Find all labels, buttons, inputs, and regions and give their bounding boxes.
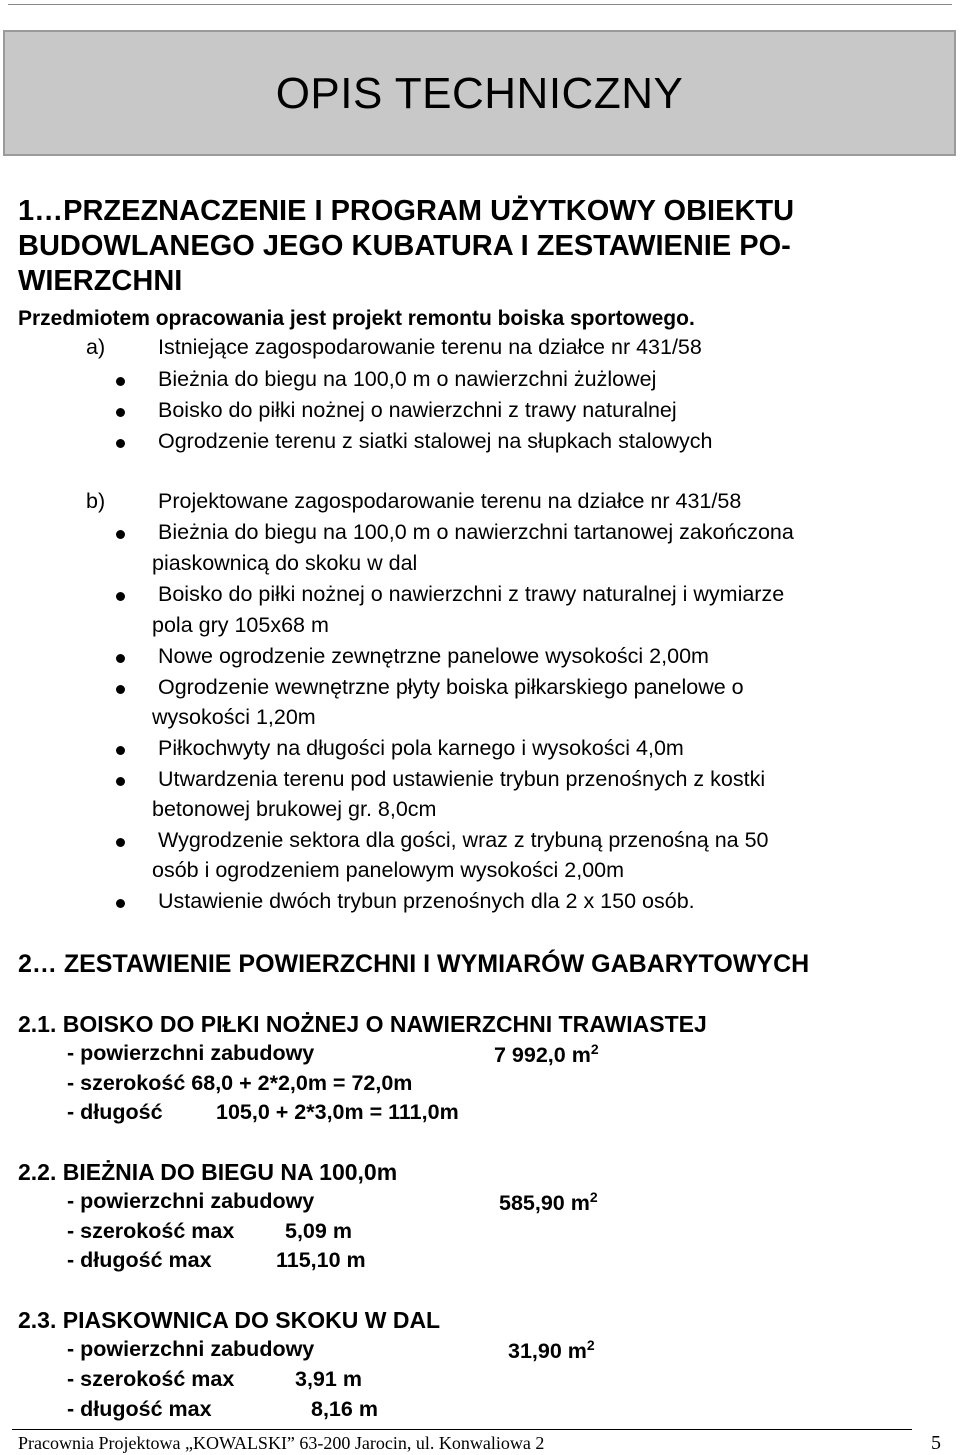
bullet-icon — [116, 439, 125, 448]
width-label: - szerokość max — [67, 1219, 235, 1243]
list-item: Boisko do piłki nożnej o nawierzchni z trawy naturalnej i wymiarze — [158, 582, 785, 606]
bullet-icon — [116, 592, 125, 601]
length-value: 115,10 m — [276, 1248, 366, 1272]
length-label: - długość max — [67, 1397, 212, 1421]
list-item: Ogrodzenie wewnętrzne płyty boiska piłkarskiego panelowe o — [158, 675, 744, 699]
area-value: 7 992,0 $m^2$ — [494, 1041, 599, 1068]
subsection-2-2-heading: 2.2. BIEŻNIA DO BIEGU NA 100,0m — [18, 1159, 398, 1185]
bullet-icon — [116, 408, 125, 417]
bullet-icon — [116, 777, 125, 786]
list-item: Bieżnia do biegu na 100,0 m o nawierzchni tartanowej zakończona — [158, 520, 794, 544]
area-label: - powierzchni zabudowy — [67, 1041, 315, 1065]
bullet-icon — [116, 654, 125, 663]
bullet-icon — [116, 685, 125, 694]
width-value: 3,91 m — [295, 1367, 362, 1391]
page-title: OPIS TECHNICZNY — [275, 69, 684, 118]
bullet-icon — [116, 838, 125, 847]
list-a-heading: Istniejące zagospodarowanie terenu na działce nr 431/58 — [158, 335, 702, 359]
length-label: - długość max — [67, 1248, 212, 1272]
list-item-continuation: piaskownicą do skoku w dal — [152, 551, 418, 575]
list-item: Wygrodzenie sektora dla gości, wraz z trybuną przenośną na 50 — [158, 828, 769, 852]
section-2-heading: 2… ZESTAWIENIE POWIERZCHNI I WYMIARÓW GABARYTOWYCH — [18, 950, 810, 978]
list-item: Boisko do piłki nożnej o nawierzchni z trawy naturalnej — [158, 398, 677, 422]
list-item: Ustawienie dwóch trybun przenośnych dla 2 x 150 osób. — [158, 889, 695, 913]
width-value: 5,09 m — [285, 1219, 352, 1243]
footer-text: Pracownia Projektowa „KOWALSKI” 63-200 Jarocin, ul. Konwaliowa 2 — [18, 1433, 545, 1453]
page-number: 5 — [931, 1432, 941, 1454]
subsection-2-3-heading: 2.3. PIASKOWNICA DO SKOKU W DAL — [18, 1307, 441, 1333]
length-value: 105,0 + 2*3,0m = 111,0m — [216, 1100, 459, 1124]
list-item: Bieżnia do biegu na 100,0 m o nawierzchni żużlowej — [158, 367, 657, 391]
footer-rule — [12, 1429, 912, 1430]
width-spec: - szerokość 68,0 + 2*2,0m = 72,0m — [67, 1071, 413, 1095]
list-item: Nowe ogrodzenie zewnętrzne panelowe wysokości 2,00m — [158, 644, 709, 668]
length-label: - długość — [67, 1100, 163, 1124]
intro-text: Przedmiotem opracowania jest projekt remontu boiska sportowego. — [18, 307, 695, 330]
width-label: - szerokość max — [67, 1367, 235, 1391]
list-b-heading: Projektowane zagospodarowanie terenu na działce nr 431/58 — [158, 489, 742, 513]
title-banner — [3, 30, 956, 156]
bullet-icon — [116, 377, 125, 386]
list-item: Utwardzenia terenu pod ustawienie trybun przenośnych z kostki — [158, 767, 766, 791]
list-item: Piłkochwyty na długości pola karnego i wysokości 4,0m — [158, 736, 684, 760]
area-label: - powierzchni zabudowy — [67, 1337, 315, 1361]
list-item: Ogrodzenie terenu z siatki stalowej na słupkach stalowych — [158, 429, 713, 453]
bullet-icon — [116, 899, 125, 908]
list-item-continuation: wysokości 1,20m — [152, 705, 316, 729]
section-1-heading: 1…PRZEZNACZENIE I PROGRAM UŻYTKOWY OBIEKTU BUDOWLANEGO JEGO KUBATURA I ZESTAWIENIE PO-WIERZCHNI — [18, 195, 795, 297]
bullet-icon — [116, 746, 125, 755]
header-rule — [8, 4, 952, 5]
area-label: - powierzchni zabudowy — [67, 1189, 315, 1213]
list-b-label: b) — [86, 489, 106, 513]
list-a-label: a) — [86, 335, 106, 359]
subsection-2-1-heading: 2.1. BOISKO DO PIŁKI NOŻNEJ O NAWIERZCHNI TRAWIASTEJ — [18, 1011, 707, 1037]
list-item-continuation: pola gry 105x68 m — [152, 613, 329, 637]
length-value: 8,16 m — [311, 1397, 378, 1421]
bullet-icon — [116, 530, 125, 539]
area-value: 31,90 $m^2$ — [508, 1337, 595, 1364]
list-item-continuation: betonowej brukowej gr. 8,0cm — [152, 797, 437, 821]
area-value: 585,90 $m^2$ — [499, 1189, 598, 1216]
list-item-continuation: osób i ogrodzeniem panelowym wysokości 2,00m — [152, 858, 625, 882]
